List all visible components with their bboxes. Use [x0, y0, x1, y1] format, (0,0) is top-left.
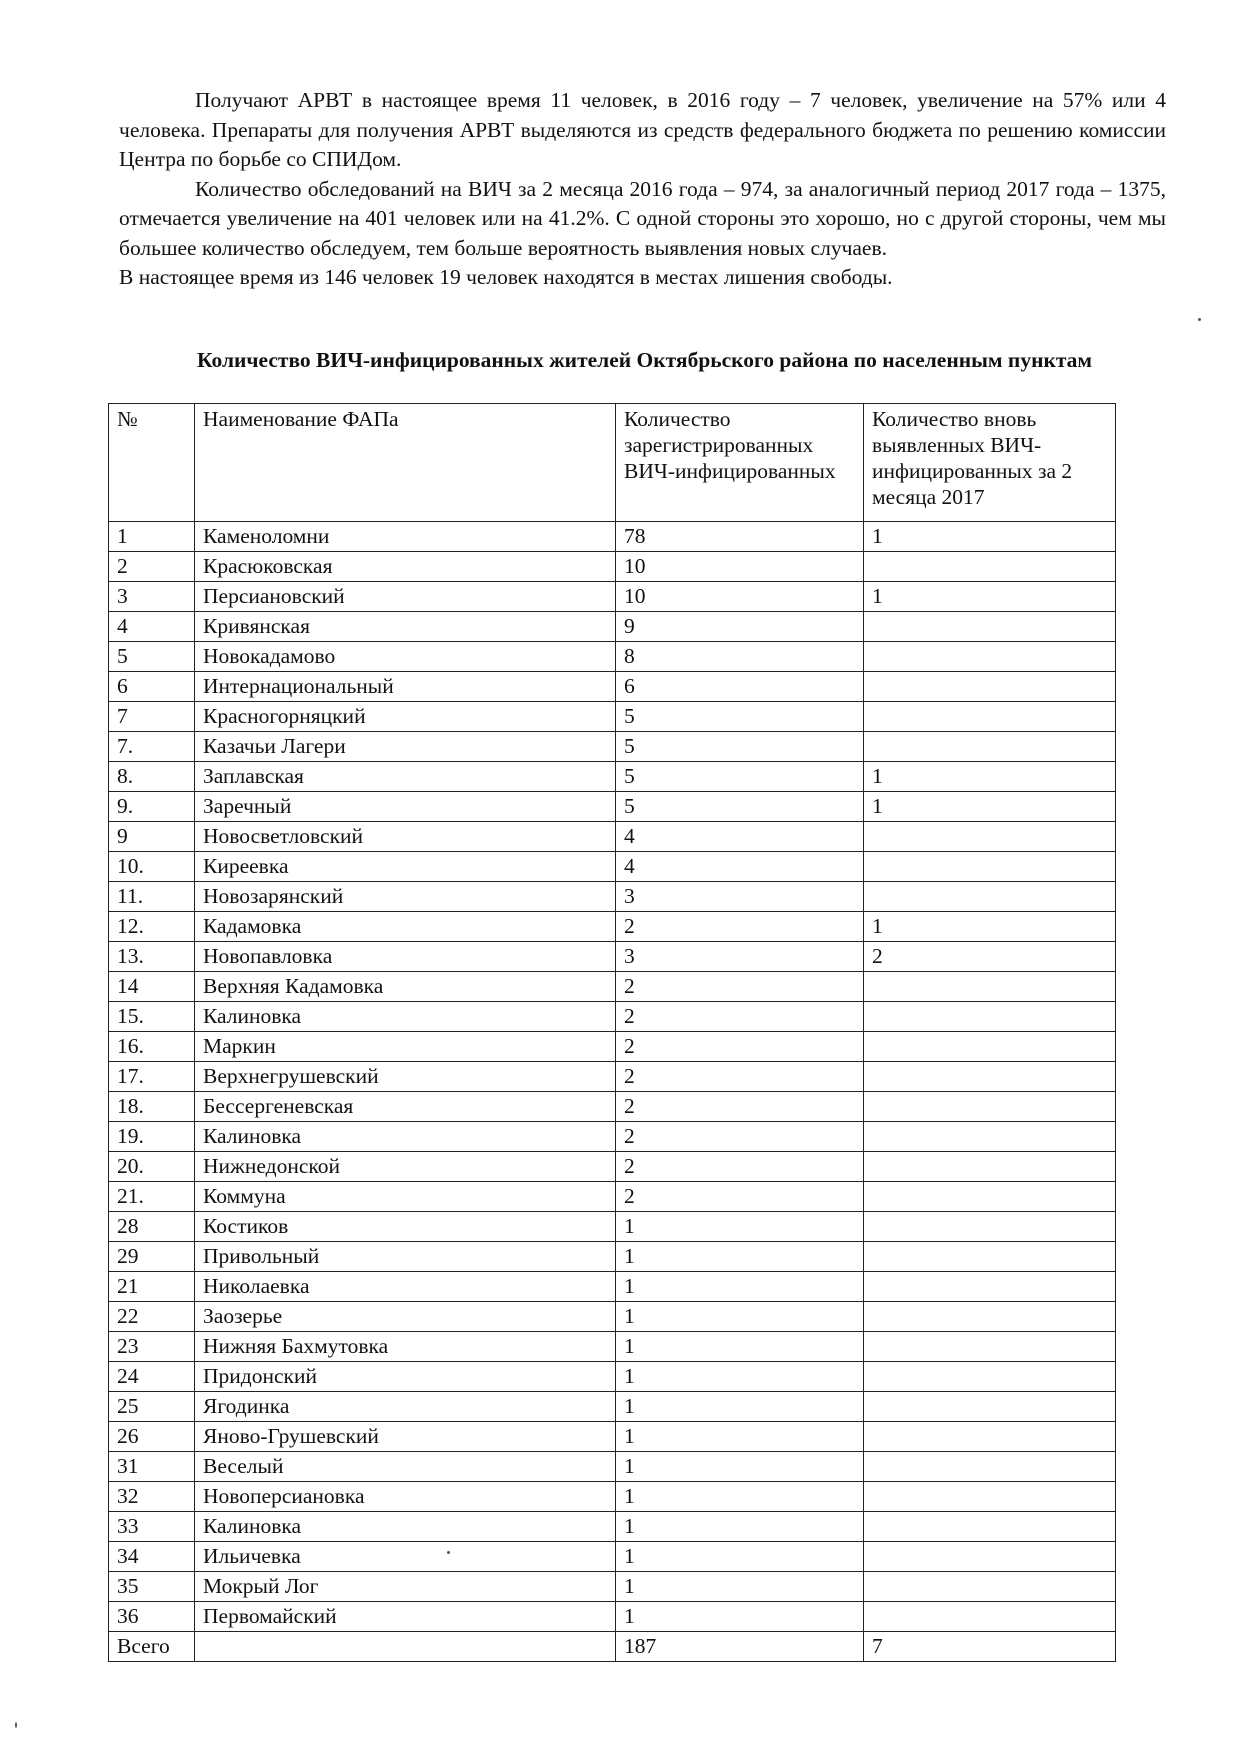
- cell-fap-name: Киреевка: [195, 852, 616, 882]
- cell-number: 19.: [109, 1122, 195, 1152]
- table-row: [109, 1092, 1116, 1122]
- cell-fap-name: Привольный: [195, 1242, 616, 1272]
- cell-number: 10.: [109, 852, 195, 882]
- table-row: [109, 1542, 1116, 1572]
- table-row: [109, 702, 1116, 732]
- cell-registered: 1: [616, 1332, 864, 1362]
- cell-registered: 2: [616, 972, 864, 1002]
- cell-fap-name: Интернациональный: [195, 672, 616, 702]
- cell-fap-name: Николаевка: [195, 1272, 616, 1302]
- cell-number: 3: [109, 582, 195, 612]
- cell-registered: 4: [616, 822, 864, 852]
- cell-new-cases: [864, 732, 1116, 762]
- paragraph-screening: Количество обследований на ВИЧ за 2 месяца 2016 года – 974, за аналогичный период 2017 года – 1375, отмечается увеличение на 401 человек или на 41.2%. С одной стороны это хорошо, но с другой стороны, чем мы большее количество обследуем, тем больше вероятность выявления новых случаев.: [119, 176, 1166, 260]
- table-row: [109, 972, 1116, 1002]
- cell-new-cases: 1: [864, 792, 1116, 822]
- cell-number: 28: [109, 1212, 195, 1242]
- cell-fap-name: Каменоломни: [195, 522, 616, 552]
- table-row: [109, 1422, 1116, 1452]
- cell-number: 1: [109, 522, 195, 552]
- cell-fap-name: Ягодинка: [195, 1392, 616, 1422]
- cell-registered: 1: [616, 1302, 864, 1332]
- table-row: [109, 522, 1116, 552]
- cell-number: 35: [109, 1572, 195, 1602]
- cell-number: 7.: [109, 732, 195, 762]
- scan-speck: [1198, 318, 1201, 321]
- cell-number: 21: [109, 1272, 195, 1302]
- cell-fap-name: Персиановский: [195, 582, 616, 612]
- table-row: [109, 1152, 1116, 1182]
- cell-registered: 187: [616, 1632, 864, 1662]
- cell-registered: 10: [616, 582, 864, 612]
- cell-registered: 2: [616, 1152, 864, 1182]
- table-row: [109, 1272, 1116, 1302]
- cell-new-cases: [864, 702, 1116, 732]
- cell-new-cases: [864, 822, 1116, 852]
- cell-registered: 2: [616, 1032, 864, 1062]
- cell-registered: 1: [616, 1392, 864, 1422]
- cell-new-cases: [864, 612, 1116, 642]
- cell-fap-name: Нижняя Бахмутовка: [195, 1332, 616, 1362]
- cell-number: 33: [109, 1512, 195, 1542]
- table-row: [109, 582, 1116, 612]
- cell-registered: 1: [616, 1242, 864, 1272]
- cell-fap-name: Новосветловский: [195, 822, 616, 852]
- cell-number: 9: [109, 822, 195, 852]
- paragraph-prison: В настоящее время из 146 человек 19 человек находятся в местах лишения свободы.: [119, 265, 893, 289]
- cell-fap-name: Бессергеневская: [195, 1092, 616, 1122]
- cell-number: 2: [109, 552, 195, 582]
- cell-fap-name: Кадамовка: [195, 912, 616, 942]
- table-row: [109, 1392, 1116, 1422]
- table-row: [109, 642, 1116, 672]
- cell-fap-name: Калиновка: [195, 1122, 616, 1152]
- cell-fap-name: Кривянская: [195, 612, 616, 642]
- table-row: [109, 852, 1116, 882]
- cell-new-cases: [864, 1392, 1116, 1422]
- header-number: №: [109, 404, 195, 522]
- cell-new-cases: [864, 1482, 1116, 1512]
- table-row: [109, 672, 1116, 702]
- cell-new-cases: [864, 1242, 1116, 1272]
- cell-new-cases: [864, 1542, 1116, 1572]
- cell-new-cases: [864, 1362, 1116, 1392]
- cell-registered: 4: [616, 852, 864, 882]
- table-row: [109, 762, 1116, 792]
- cell-number: 4: [109, 612, 195, 642]
- paragraph-arvt: Получают АРВТ в настоящее время 11 человек, в 2016 году – 7 человек, увеличение на 57% или 4 человека. Препараты для получения АРВТ выделяются из средств федерального бюджета по решению комиссии Центра по борьбе со СПИДом.: [119, 88, 1166, 171]
- cell-registered: 1: [616, 1452, 864, 1482]
- cell-new-cases: [864, 672, 1116, 702]
- cell-registered: 78: [616, 522, 864, 552]
- cell-registered: 1: [616, 1512, 864, 1542]
- cell-number: 8.: [109, 762, 195, 792]
- cell-new-cases: [864, 1602, 1116, 1632]
- cell-new-cases: 7: [864, 1632, 1116, 1662]
- cell-number: 20.: [109, 1152, 195, 1182]
- table-row: [109, 1212, 1116, 1242]
- cell-registered: 3: [616, 882, 864, 912]
- cell-new-cases: [864, 642, 1116, 672]
- cell-fap-name: Новоперсиановка: [195, 1482, 616, 1512]
- cell-new-cases: [864, 1092, 1116, 1122]
- cell-new-cases: [864, 972, 1116, 1002]
- cell-new-cases: 1: [864, 912, 1116, 942]
- cell-number: 21.: [109, 1182, 195, 1212]
- cell-number: 22: [109, 1302, 195, 1332]
- cell-fap-name: Верхнегрушевский: [195, 1062, 616, 1092]
- cell-registered: 5: [616, 792, 864, 822]
- cell-registered: 2: [616, 1122, 864, 1152]
- cell-new-cases: [864, 1422, 1116, 1452]
- cell-fap-name: Мокрый Лог: [195, 1572, 616, 1602]
- table-row: [109, 1482, 1116, 1512]
- cell-number: 17.: [109, 1062, 195, 1092]
- cell-new-cases: [864, 1002, 1116, 1032]
- cell-fap-name: Первомайский: [195, 1602, 616, 1632]
- cell-number: 11.: [109, 882, 195, 912]
- cell-registered: 1: [616, 1272, 864, 1302]
- cell-registered: 3: [616, 942, 864, 972]
- cell-registered: 2: [616, 1182, 864, 1212]
- table-row: [109, 612, 1116, 642]
- cell-registered: 6: [616, 672, 864, 702]
- cell-number: 16.: [109, 1032, 195, 1062]
- cell-fap-name: Новозарянский: [195, 882, 616, 912]
- cell-number: 34: [109, 1542, 195, 1572]
- header-registered: Количество зарегистрированных ВИЧ-инфицированных: [616, 404, 864, 522]
- cell-new-cases: [864, 1062, 1116, 1092]
- cell-number: 29: [109, 1242, 195, 1272]
- cell-fap-name: Верхняя Кадамовка: [195, 972, 616, 1002]
- table-row: [109, 732, 1116, 762]
- table-header-row: [109, 404, 1116, 522]
- cell-new-cases: 1: [864, 522, 1116, 552]
- table-title: Количество ВИЧ-инфицированных жителей Октябрьского района по населенным пунктам: [197, 348, 1093, 372]
- cell-fap-name: Красногорняцкий: [195, 702, 616, 732]
- cell-new-cases: [864, 1452, 1116, 1482]
- table-row: [109, 1032, 1116, 1062]
- table-row: [109, 552, 1116, 582]
- cell-number: 6: [109, 672, 195, 702]
- cell-fap-name: Калиновка: [195, 1002, 616, 1032]
- cell-new-cases: 2: [864, 942, 1116, 972]
- cell-number: 7: [109, 702, 195, 732]
- cell-number: 24: [109, 1362, 195, 1392]
- cell-registered: 2: [616, 1062, 864, 1092]
- cell-registered: 1: [616, 1572, 864, 1602]
- table-row: [109, 1512, 1116, 1542]
- cell-registered: 5: [616, 762, 864, 792]
- cell-registered: 5: [616, 702, 864, 732]
- cell-registered: 1: [616, 1542, 864, 1572]
- cell-new-cases: [864, 1152, 1116, 1182]
- table-row: [109, 1122, 1116, 1152]
- table-row: [109, 822, 1116, 852]
- cell-new-cases: [864, 852, 1116, 882]
- cell-new-cases: [864, 1332, 1116, 1362]
- table-row: [109, 1242, 1116, 1272]
- table-row: [109, 1002, 1116, 1032]
- cell-fap-name: Казачьи Лагери: [195, 732, 616, 762]
- table-total-row: [109, 1632, 1116, 1662]
- cell-new-cases: 1: [864, 582, 1116, 612]
- cell-fap-name: Ильичевка: [195, 1542, 616, 1572]
- cell-registered: 1: [616, 1362, 864, 1392]
- cell-registered: 1: [616, 1482, 864, 1512]
- table-row: [109, 1362, 1116, 1392]
- cell-number: 32: [109, 1482, 195, 1512]
- table-row: [109, 942, 1116, 972]
- cell-registered: 1: [616, 1602, 864, 1632]
- cell-fap-name: Новокадамово: [195, 642, 616, 672]
- table-row: [109, 1572, 1116, 1602]
- scan-speck: [15, 1722, 17, 1728]
- cell-number: 18.: [109, 1092, 195, 1122]
- cell-number: 25: [109, 1392, 195, 1422]
- cell-registered: 10: [616, 552, 864, 582]
- cell-new-cases: [864, 1182, 1116, 1212]
- table-row: [109, 882, 1116, 912]
- cell-new-cases: [864, 882, 1116, 912]
- cell-number: 15.: [109, 1002, 195, 1032]
- table-row: [109, 1182, 1116, 1212]
- table-row: [109, 912, 1116, 942]
- cell-new-cases: [864, 1212, 1116, 1242]
- table-row: [109, 1602, 1116, 1632]
- table-row: [109, 1302, 1116, 1332]
- cell-number: 36: [109, 1602, 195, 1632]
- cell-new-cases: [864, 1302, 1116, 1332]
- cell-fap-name: Коммуна: [195, 1182, 616, 1212]
- cell-fap-name: [195, 1632, 616, 1662]
- cell-new-cases: [864, 552, 1116, 582]
- intro-text: [119, 86, 1166, 293]
- cell-number: 12.: [109, 912, 195, 942]
- cell-new-cases: 1: [864, 762, 1116, 792]
- cell-registered: 8: [616, 642, 864, 672]
- cell-fap-name: Веселый: [195, 1452, 616, 1482]
- cell-registered: 2: [616, 1092, 864, 1122]
- cell-new-cases: [864, 1512, 1116, 1542]
- cell-fap-name: Маркин: [195, 1032, 616, 1062]
- cell-number: 31: [109, 1452, 195, 1482]
- table-row: [109, 1452, 1116, 1482]
- cell-fap-name: Яново-Грушевский: [195, 1422, 616, 1452]
- cell-registered: 1: [616, 1212, 864, 1242]
- table-row: [109, 1332, 1116, 1362]
- cell-registered: 1: [616, 1422, 864, 1452]
- cell-fap-name: Нижнедонской: [195, 1152, 616, 1182]
- cell-fap-name: Красюковская: [195, 552, 616, 582]
- cell-number: 5: [109, 642, 195, 672]
- cell-new-cases: [864, 1122, 1116, 1152]
- hiv-by-settlement-table: [108, 403, 1116, 1662]
- cell-new-cases: [864, 1572, 1116, 1602]
- cell-fap-name: Заплавская: [195, 762, 616, 792]
- cell-fap-name: Придонский: [195, 1362, 616, 1392]
- cell-fap-name: Костиков: [195, 1212, 616, 1242]
- header-new-cases: Количество вновь выявленных ВИЧ-инфицированных за 2 месяца 2017: [864, 404, 1116, 522]
- cell-new-cases: [864, 1272, 1116, 1302]
- cell-fap-name: Заозерье: [195, 1302, 616, 1332]
- cell-number: 9.: [109, 792, 195, 822]
- cell-number: Всего: [109, 1632, 195, 1662]
- cell-registered: 2: [616, 912, 864, 942]
- cell-fap-name: Новопавловка: [195, 942, 616, 972]
- table-row: [109, 792, 1116, 822]
- cell-registered: 5: [616, 732, 864, 762]
- cell-registered: 2: [616, 1002, 864, 1032]
- cell-number: 13.: [109, 942, 195, 972]
- cell-number: 26: [109, 1422, 195, 1452]
- cell-fap-name: Калиновка: [195, 1512, 616, 1542]
- cell-registered: 9: [616, 612, 864, 642]
- table-body: [109, 522, 1116, 1662]
- table-row: [109, 1062, 1116, 1092]
- cell-number: 23: [109, 1332, 195, 1362]
- header-fap-name: Наименование ФАПа: [195, 404, 616, 522]
- scan-speck: [447, 1551, 450, 1554]
- cell-new-cases: [864, 1032, 1116, 1062]
- cell-fap-name: Заречный: [195, 792, 616, 822]
- cell-number: 14: [109, 972, 195, 1002]
